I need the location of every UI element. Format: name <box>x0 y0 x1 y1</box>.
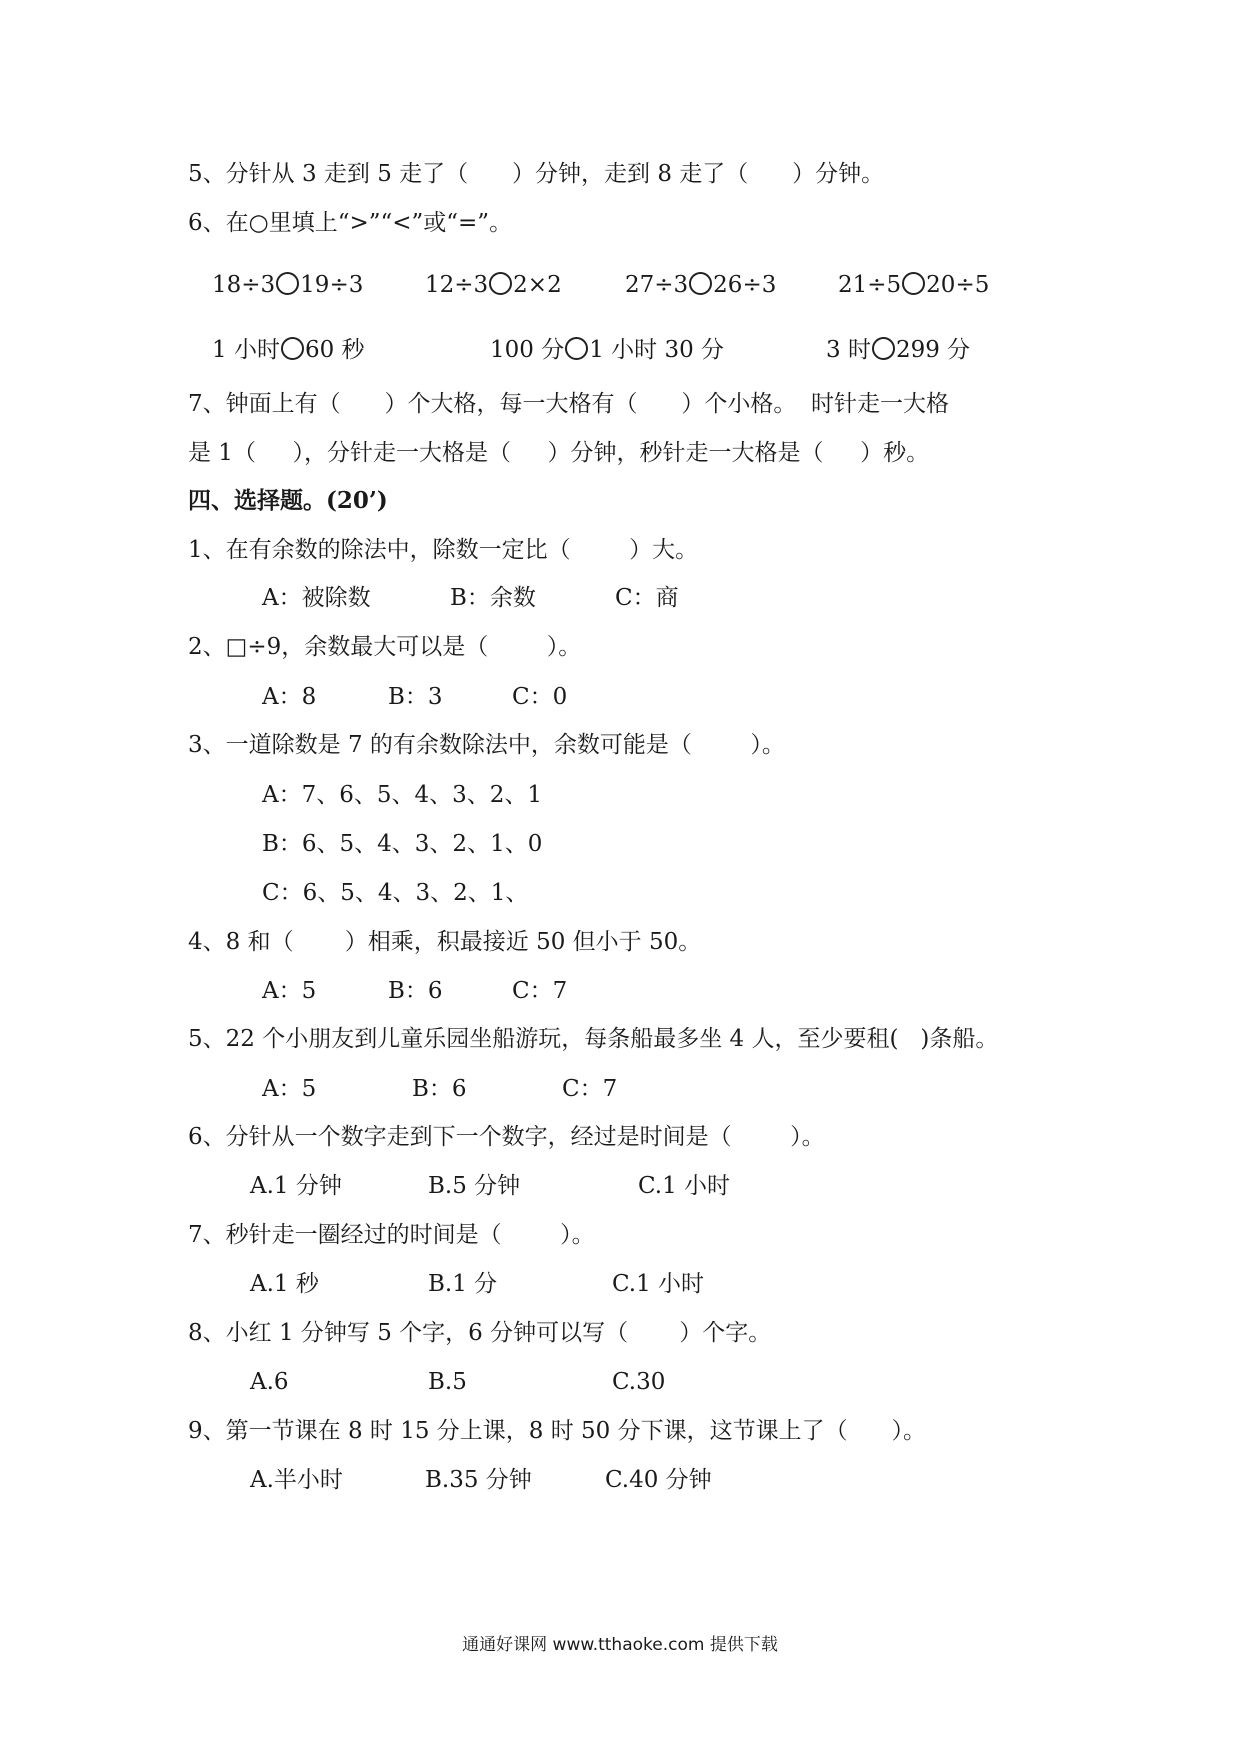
option-b: B.5 分钟 <box>428 1173 521 1199</box>
option-c: C.40 分钟 <box>605 1467 712 1493</box>
section-4-title: 四、选择题。(20’) <box>188 487 388 514</box>
option-c: C：6、5、4、3、2、1、 <box>262 880 529 906</box>
option-c: C.1 小时 <box>638 1173 731 1199</box>
footer-credit: 通通好课网 www.tthaoke.com 提供下载 <box>462 1635 778 1655</box>
option-c: C：商 <box>615 585 679 611</box>
compare-item: 1 小时 60 秒 <box>212 337 365 363</box>
question-4-8: 8、小红 1 分钟写 5 个字，6 分钟可以写（ ）个字。 <box>188 1320 772 1346</box>
compare-circle <box>281 337 304 360</box>
option-c: C.30 <box>612 1369 666 1395</box>
compare-item: 100 分 1 小时 30 分 <box>490 337 725 363</box>
question-4-5: 5、22 个小朋友到儿童乐园坐船游玩，每条船最多坐 4 人，至少要租( )条船。 <box>188 1026 999 1052</box>
option-b: B：6 <box>388 978 443 1004</box>
option-b: B：6 <box>412 1076 467 1102</box>
question-4-2: 2、□÷9，余数最大可以是（ ）。 <box>188 634 582 660</box>
option-a: A：8 <box>262 684 317 710</box>
option-b: B.5 <box>428 1369 467 1395</box>
question-4-6: 6、分针从一个数字走到下一个数字，经过是时间是（ ）。 <box>188 1124 825 1150</box>
compare-circle <box>689 272 712 295</box>
question-4-4: 4、8 和（ ）相乘，积最接近 50 但小于 50。 <box>188 929 702 955</box>
compare-circle <box>276 272 299 295</box>
option-b: B.1 分 <box>428 1271 498 1297</box>
option-a: A.6 <box>250 1369 289 1395</box>
option-a: A.1 秒 <box>250 1271 319 1297</box>
option-b: B：3 <box>388 684 443 710</box>
compare-item: 18÷3 19÷3 <box>212 272 364 298</box>
option-a: A：5 <box>262 1076 317 1102</box>
option-c: C：7 <box>562 1076 618 1102</box>
compare-circle <box>565 337 588 360</box>
compare-item: 3 时 299 分 <box>826 337 971 363</box>
compare-item: 21÷5 20÷5 <box>838 272 990 298</box>
compare-circle <box>902 272 925 295</box>
option-c: C.1 小时 <box>612 1271 705 1297</box>
option-b: B：余数 <box>450 585 536 611</box>
question-4-7: 7、秒针走一圈经过的时间是（ ）。 <box>188 1222 595 1248</box>
option-a: A：被除数 <box>262 585 371 611</box>
question-4-1: 1、在有余数的除法中，除数一定比（ ）大。 <box>188 537 699 563</box>
option-a: A.半小时 <box>250 1467 343 1493</box>
question-4-9: 9、第一节课在 8 时 15 分上课，8 时 50 分下课，这节课上了（ ）。 <box>188 1418 926 1444</box>
question-4-3: 3、一道除数是 7 的有余数除法中，余数可能是（ ）。 <box>188 732 785 758</box>
option-a: A.1 分钟 <box>250 1173 342 1199</box>
compare-circle <box>872 337 895 360</box>
option-c: C：0 <box>512 684 568 710</box>
option-a: A：7、6、5、4、3、2、1 <box>262 782 543 808</box>
question-3-5: 5、分针从 3 走到 5 走了（ ）分钟，走到 8 走了（ ）分钟。 <box>188 161 885 187</box>
option-a: A：5 <box>262 978 317 1004</box>
option-b: B.35 分钟 <box>425 1467 532 1493</box>
question-3-6: 6、在○里填上“>”“<”或“=”。 <box>188 210 513 236</box>
option-b: B：6、5、4、3、2、1、0 <box>262 831 543 857</box>
compare-item: 27÷3 26÷3 <box>625 272 777 298</box>
option-c: C：7 <box>512 978 568 1004</box>
question-3-7-line2: 是 1（ ），分针走一大格是（ ）分钟，秒针走一大格是（ ）秒。 <box>188 440 930 466</box>
compare-circle <box>489 272 512 295</box>
compare-item: 12÷3 2×2 <box>425 272 562 298</box>
question-3-7-line1: 7、钟面上有（ ）个大格，每一大格有（ ）个小格。 时针走一大格 <box>188 391 949 417</box>
